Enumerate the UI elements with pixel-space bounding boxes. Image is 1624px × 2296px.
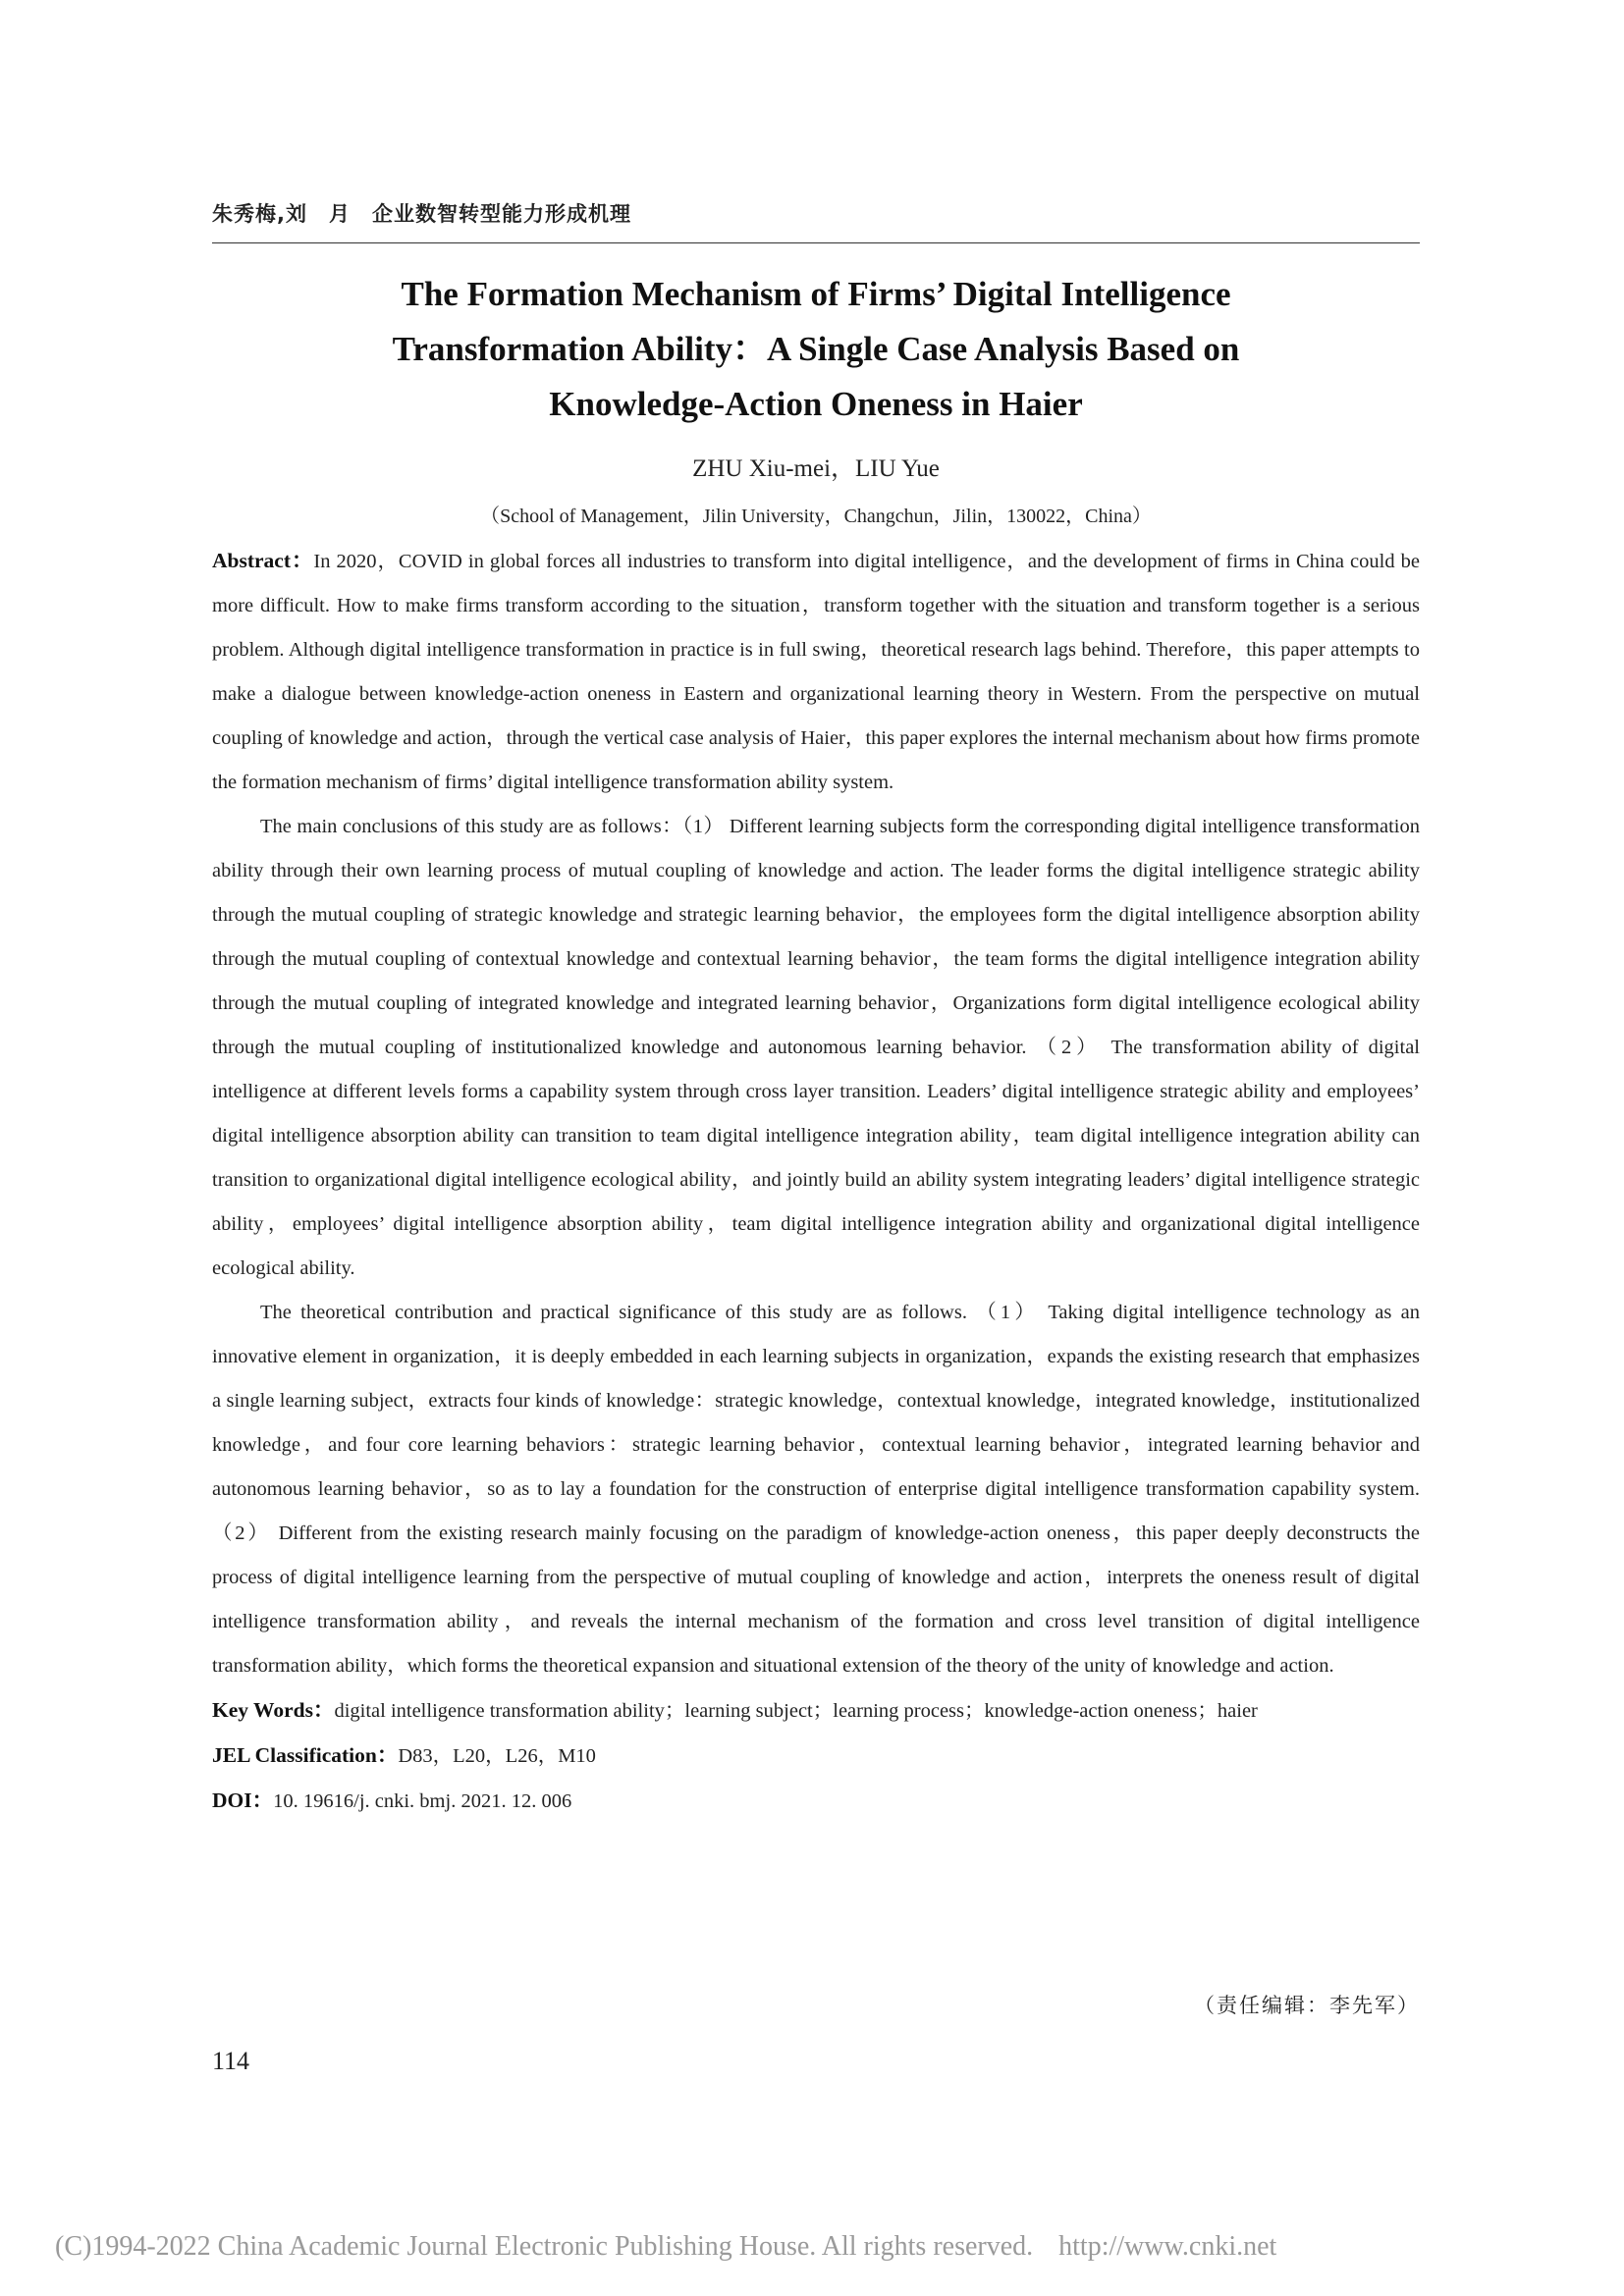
abstract-paragraph-3: The theoretical contribution and practical significance of this study are as follows. （1） Taking digital intelligence technology as an innovative element in organization，it is deeply embedded in each learning subjects in organization，expands the existing research that emphasizes a single learning subject，extracts four kinds of knowledge：strategic knowledge，contextual knowledge，integrated knowledge，institutionalized knowledge，and four core learning behaviors：strategic learning behavior，contextual learning behavior，integrated learning behavior and autonomous learning behavior，so as to lay a foundation for the construction of enterprise digital intelligence transformation capability system. （2） Different from the existing research mainly focusing on the paradigm of knowledge-action oneness，this paper deeply deconstructs the process of digital intelligence learning from the perspective of mutual coupling of knowledge and action，interprets the oneness result of digital intelligence transformation ability，and reveals the internal mechanism of the formation and cross level transition of digital intelligence transformation ability，which forms the theoretical expansion and situational extension of the theory of the unity of knowledge and action. [212, 1302, 1420, 1677]
abstract-label: Abstract： [212, 549, 314, 572]
running-header: 朱秀梅,刘 月 企业数智转型能力形成机理 [212, 202, 631, 226]
page-number: 114 [212, 2047, 250, 2075]
doi-line [212, 1779, 1420, 1824]
abstract-paragraph-1 [212, 539, 1420, 805]
copyright-text: (C)1994-2022 China Academic Journal Electronic Publishing House. All rights reserved. [55, 2231, 1034, 2262]
jel-line [212, 1734, 1420, 1779]
abstract-paragraph-1-text: In 2020，COVID in global forces all industries to transform into digital intelligence，and the development of firms in China could be more difficult. How to make firms transform according to the situation，transform together with the situation and transform together is a serious problem. Although digital intelligence transformation in practice is in full swing，theoretical research lags behind. Therefore，this paper attempts to make a dialogue between knowledge-action oneness in Eastern and organizational learning theory in Western. From the perspective on mutual coupling of knowledge and action，through the vertical case analysis of Haier，this paper explores the internal mechanism about how firms promote the formation mechanism of firms’ digital intelligence transformation ability system. [212, 551, 1420, 793]
jel-value: D83，L20，L26，M10 [398, 1745, 596, 1767]
doi-value: 10. 19616/j. cnki. bmj. 2021. 12. 006 [273, 1790, 572, 1812]
title-line-2: Transformation Ability：A Single Case Analysis Based on [392, 330, 1240, 368]
paper-title [212, 267, 1420, 432]
key-words-label: Key Words： [212, 1698, 335, 1722]
title-line-1: The Formation Mechanism of Firms’ Digital Intelligence [401, 275, 1231, 313]
footer-url[interactable]: http://www.cnki.net [1058, 2231, 1277, 2262]
key-words-value: digital intelligence transformation ability；learning subject；learning process；knowledge-action oneness；haier [334, 1700, 1258, 1722]
key-words-line [212, 1688, 1420, 1734]
abstract-section [212, 539, 1420, 1824]
author-list: ZHU Xiu-mei，LIU Yue [692, 455, 940, 482]
copyright-footer [55, 2231, 1276, 2263]
title-line-3: Knowledge-Action Oneness in Haier [549, 385, 1083, 423]
doi-label: DOI： [212, 1789, 274, 1812]
author-affiliation: （School of Management，Jilin University，Changchun，Jilin，130022，China） [480, 506, 1152, 527]
header-rule [212, 242, 1420, 243]
abstract-paragraph-2: The main conclusions of this study are as follows：（1） Different learning subjects form the corresponding digital intelligence transformation ability through their own learning process of mutual coupling of knowledge and action. The leader forms the digital intelligence strategic ability through the mutual coupling of strategic knowledge and strategic learning behavior，the employees form the digital intelligence absorption ability through the mutual coupling of contextual knowledge and contextual learning behavior，the team forms the digital intelligence integration ability through the mutual coupling of integrated knowledge and integrated learning behavior，Organizations form digital intelligence ecological ability through the mutual coupling of institutionalized knowledge and autonomous learning behavior. （2） The transformation ability of digital intelligence at different levels forms a capability system through cross layer transition. Leaders’ digital intelligence strategic ability and employees’ digital intelligence absorption ability can transition to team digital intelligence integration ability，team digital intelligence integration ability can transition to organizational digital intelligence ecological ability，and jointly build an ability system integrating leaders’ digital intelligence strategic ability，employees’ digital intelligence absorption ability，team digital intelligence integration ability and organizational digital intelligence ecological ability. [212, 816, 1420, 1279]
editor-note: （责任编辑：李先军） [1194, 1994, 1420, 2017]
jel-label: JEL Classification： [212, 1743, 399, 1767]
